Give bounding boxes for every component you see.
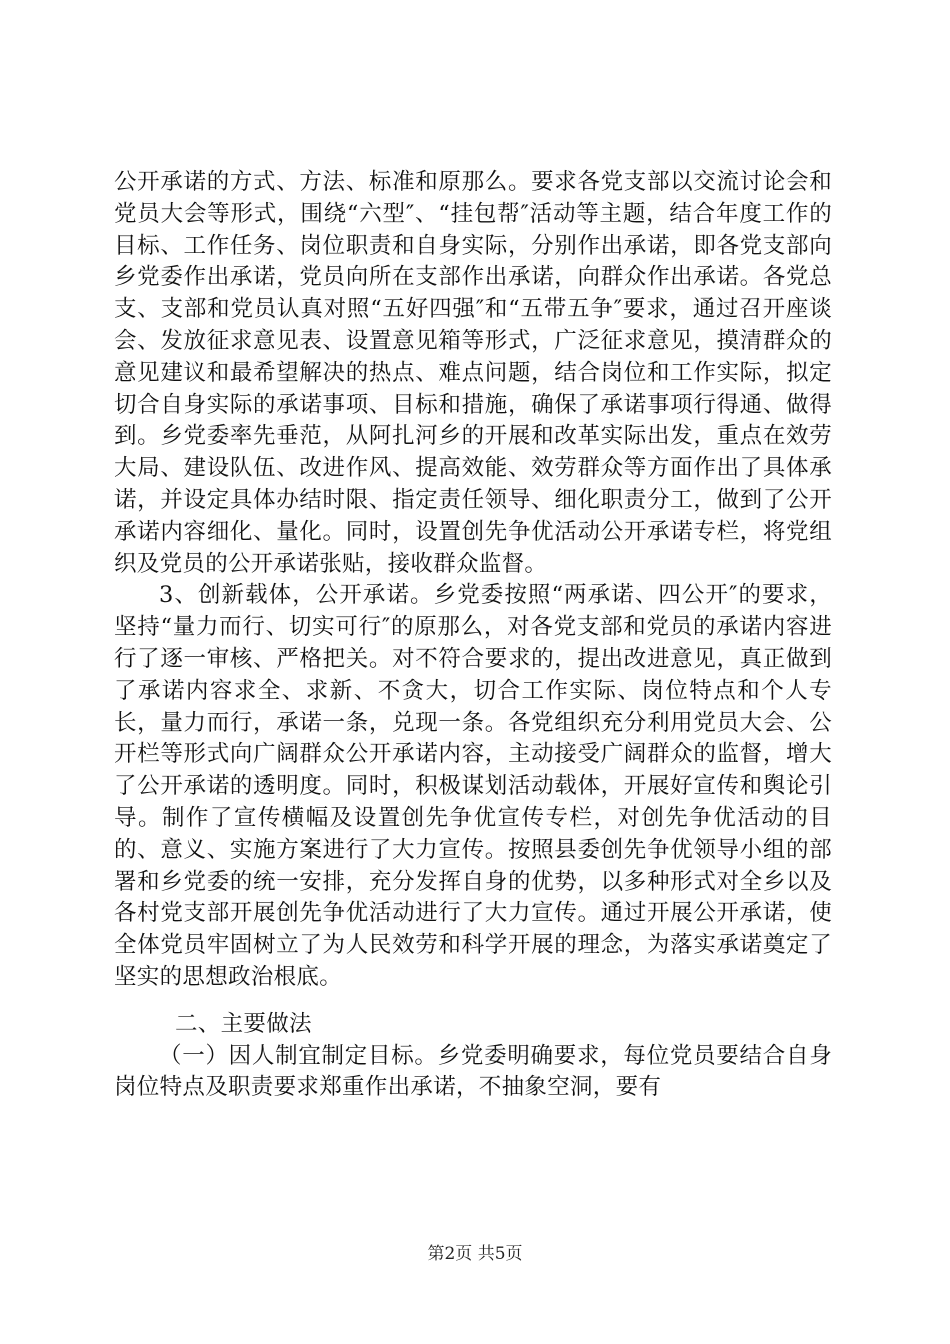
document-body xyxy=(114,167,832,1104)
paragraph-innovative-carriers: 3、创新载体，公开承诺。乡党委按照“两承诺、四公开″的要求，坚持“量力而行、切实可行″的原那么，对各党支部和党员的承诺内容进行了逐一审核、严格把关。对不符合要求的，提出改进意见，真正做到了承诺内容求全、求新、不贪大，切合工作实际、岗位特点和个人专长，量力而行，承诺一条，兑现一条。各党组织充分利用党员大会、公开栏等形式向广阔群众公开承诺内容，主动接受广阔群众的监督，增大了公开承诺的透明度。同时，积极谋划活动载体，开展好宣传和舆论引导。制作了宣传横幅及设置创先争优宣传专栏，对创先争优活动的目的、意义、实施方案进行了大力宣传。按照县委创先争优领导小组的部署和乡党委的统一安排，充分发挥自身的优势，以多种形式对全乡以及各村党支部开展创先争优活动进行了大力宣传。通过开展公开承诺，使全体党员牢固树立了为人民效劳和科学开展的理念，为落实承诺奠定了坚实的思想政治根底。 xyxy=(114,582,832,990)
page-number-footer: 第2页 共5页 xyxy=(427,1244,523,1264)
paragraph-set-goals: （一）因人制宜制定目标。乡党委明确要求，每位党员要结合自身岗位特点及职责要求郑重作出承诺，不抽象空洞，要有 xyxy=(114,1042,832,1101)
paragraph-commitment-methods: 公开承诺的方式、方法、标准和原那么。要求各党支部以交流讨论会和党员大会等形式，围绕“六型″、“挂包帮″活动等主题，结合年度工作的目标、工作任务、岗位职责和自身实际，分别作出承诺，即各党支部向乡党委作出承诺，党员向所在支部作出承诺，向群众作出承诺。各党总支、支部和党员认真对照“五好四强″和“五带五争″要求，通过召开座谈会、发放征求意见表、设置意见箱等形式，广泛征求意见，摸清群众的意见建议和最希望解决的热点、难点问题，结合岗位和工作实际，拟定切合自身实际的承诺事项、目标和措施，确保了承诺事项行得通、做得到。乡党委率先垂范，从阿扎河乡的开展和改革实际出发，重点在效劳大局、建设队伍、改进作风、提高效能、效劳群众等方面作出了具体承诺，并设定具体办结时限、指定责任领导、细化职责分工，做到了公开承诺内容细化、量化。同时，设置创先争优活动公开承诺专栏，将党组织及党员的公开承诺张贴，接收群众监督。 xyxy=(114,169,832,577)
section-heading-main-practices: 二、主要做法 xyxy=(175,1010,312,1037)
